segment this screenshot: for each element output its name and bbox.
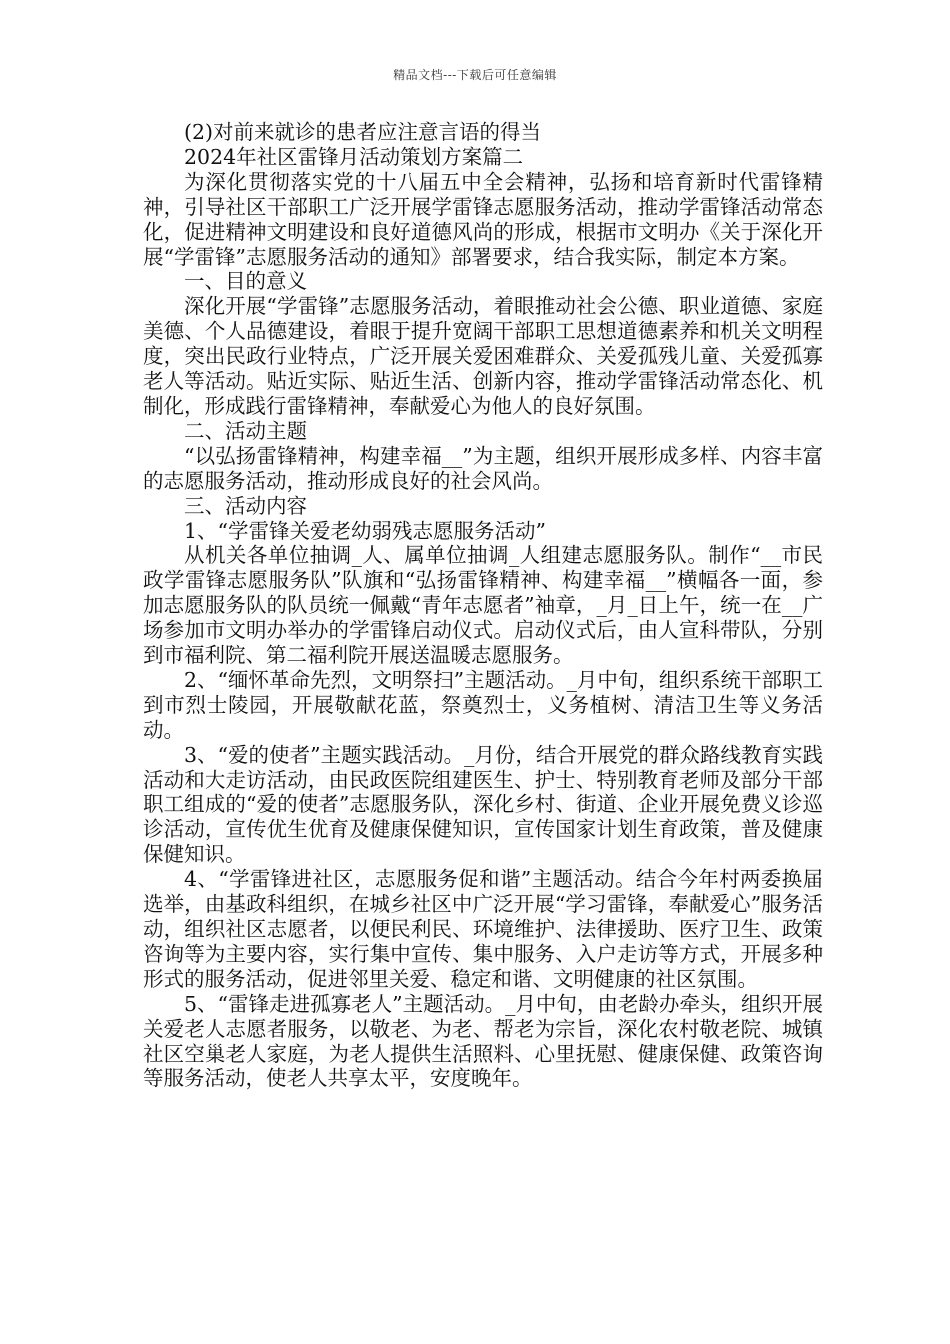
paragraph-item-5: 5、“雷锋走进孤寡老人”主题活动。_月中旬，由老龄办牵头，组织开展关爱老人志愿者服务，以敬老、为老、帮老为宗旨，深化农村敬老院、城镇社区空巢老人家庭，为老人提供生活照料、心里抚慰、健康保健、政策咨询等服务活动，使老人共享太平，安度晚年。 — [143, 991, 823, 1091]
paragraph-item-2: 2、“缅怀革命先烈，文明祭扫”主题活动。_月中旬，组织系统干部职工到市烈士陵园，开展敬献花蓝，祭奠烈士，义务植树、清洁卫生等义务活动。 — [143, 667, 823, 742]
item-heading-1: 1、“学雷锋关爱老幼弱残志愿服务活动” — [184, 518, 547, 543]
paragraph-item-3: 3、“爱的使者”主题实践活动。_月份，结合开展党的群众路线教育实践活动和大走访活动，由民政医院组建医生、护士、特别教育老师及部分干部职工组成的“爱的使者”志愿服务队，深化乡村、街道、企业开展免费义诊巡诊活动，宣传优生优育及健康保健知识，宣传国家计划生育政策，普及健康保健知识。 — [143, 742, 823, 867]
paragraph-item-4: 4、“学雷锋进社区，志愿服务促和谐”主题活动。结合今年村两委换届选举，由基政科组织，在城乡社区中广泛开展“学习雷锋，奉献爱心”服务活动，组织社区志愿者，以便民利民、环境维护、法律援助、医疗卫生、政策咨询等为主要内容，实行集中宣传、集中服务、入户走访等方式，开展多种形式的服务活动，促进邻里关爱、稳定和谐、文明健康的社区氛围。 — [143, 867, 823, 991]
section-heading-content: 三、活动内容 — [184, 493, 307, 518]
paragraph-theme: “以弘扬雷锋精神，构建幸福__”为主题，组织开展形成多样、内容丰富的志愿服务活动，推动形成良好的社会风尚。 — [143, 443, 823, 493]
paragraph-note: (2)对前来就诊的患者应注意言语的得当 — [184, 120, 542, 144]
paragraph-item-1: 从机关各单位抽调_人、属单位抽调_人组建志愿服务队。制作“__市民政学雷锋志愿服务队”队旗和“弘扬雷锋精神、构建幸福__”横幅各一面，参加志愿服务队的队员统一佩戴“青年志愿者”袖章，_月_日上午，统一在__广场参加市文明办举办的学雷锋启动仪式。启动仪式后，由人宣科带队，分别到市福利院、第二福利院开展送温暖志愿服务。 — [143, 543, 823, 668]
document-title: 2024年社区雷锋月活动策划方案篇二 — [184, 144, 524, 169]
document-body — [143, 120, 823, 1091]
section-heading-theme: 二、活动主题 — [184, 418, 307, 443]
paragraph-purpose: 深化开展“学雷锋”志愿服务活动，着眼推动社会公德、职业道德、家庭美德、个人品德建设，着眼于提升宽阔干部职工思想道德素养和机关文明程度，突出民政行业特点，广泛开展关爱困难群众、关爱孤残儿童、关爱孤寡老人等活动。贴近实际、贴近生活、创新内容，推动学雷锋活动常态化、机制化，形成践行雷锋精神，奉献爱心为他人的良好氛围。 — [143, 294, 823, 418]
paragraph-intro: 为深化贯彻落实党的十八届五中全会精神，弘扬和培育新时代雷锋精神，引导社区干部职工广泛开展学雷锋志愿服务活动，推动学雷锋活动常态化，促进精神文明建设和良好道德风尚的形成，根据市文明办《关于深化开展“学雷锋”志愿服务活动的通知》部署要求，结合我实际，制定本方案。 — [143, 169, 823, 269]
section-heading-purpose: 一、目的意义 — [184, 269, 307, 294]
page-header: 精品文档---下载后可任意编辑 — [393, 68, 557, 82]
